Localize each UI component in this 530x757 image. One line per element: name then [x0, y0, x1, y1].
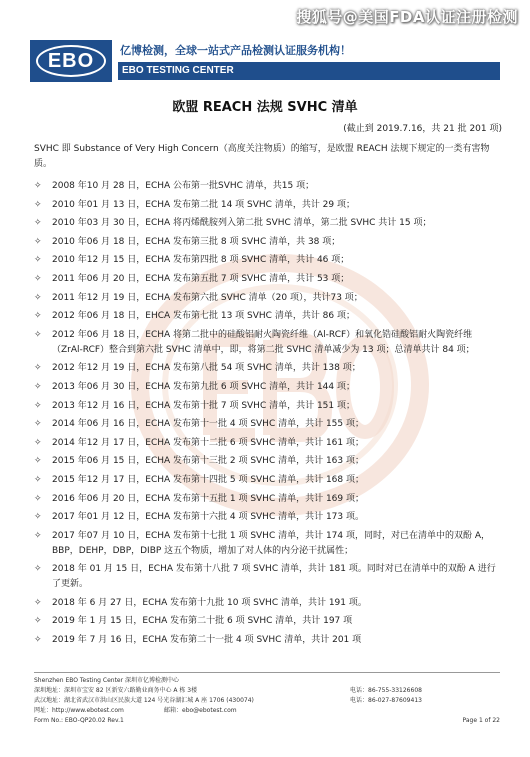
timeline-item-text: 2018 年 6 月 27 日，ECHA 发布第十九批 10 项 SVHC 清单，共计 191 项。: [52, 597, 367, 608]
timeline-item: [34, 291, 500, 306]
top-watermark-text: 搜狐号@美国FDA认证注册检测: [296, 7, 518, 26]
timeline-item: [34, 198, 500, 213]
timeline-item-text: 2012 年06 月 18 日，ECHA 将第二批中的硅酸铝耐火陶瓷纤维（Al-RCF）和氧化锆硅酸铝耐火陶瓷纤维（ZrAl-RCF）整合到第六批 SVHC 清单中，即，将第二批 SVHC 清单减少为 13 项；总清单共计 84 项；: [52, 329, 475, 355]
timeline-item-text: 2015 年12 月 17 日，ECHA 发布第十四批 5 项 SVHC 清单，共计 168 项；: [52, 474, 364, 485]
timeline-item: [34, 614, 500, 629]
timeline-item-text: 2014 年12 月 17 日，ECHA 发布第十二批 6 项 SVHC 清单，共计 161 项；: [52, 437, 364, 448]
timeline-item-text: 2013 年06 月 30 日，ECHA 发布第九批 6 项 SVHC 清单，共计 144 项；: [52, 381, 355, 392]
timeline-item-text: 2019 年 7 月 16 日，ECHA 发布第二十一批 4 项 SVHC 清单，共计 201 项: [52, 635, 362, 646]
footer-row-form: [34, 716, 500, 726]
timeline-item: [34, 473, 500, 488]
footer-row-web: [34, 706, 500, 716]
timeline-item-text: 2016 年06 月 20 日，ECHA 发布第十五批 1 项 SVHC 清单，共计 169 项；: [52, 493, 364, 504]
timeline-item-text: 2010 年06 月 18 日，ECHA 发布第三批 8 项 SVHC 清单，共 38 项；: [52, 236, 341, 247]
timeline-item-text: 2013 年12 月 16 日，ECHA 发布第十批 7 项 SVHC 清单，共计 151 项；: [52, 400, 355, 411]
timeline-item: [34, 328, 500, 358]
timeline-item-text: 2012 年12 月 19 日，ECHA 发布第八批 54 项 SVHC 清单，共计 138 项；: [52, 363, 361, 374]
diamond-bullet-icon: ✧: [34, 292, 42, 303]
diamond-bullet-icon: ✧: [34, 236, 42, 247]
diamond-bullet-icon: ✧: [34, 493, 42, 504]
diamond-bullet-icon: ✧: [34, 199, 42, 210]
footer-email-link[interactable]: 邮箱：ebo@ebotest.com: [164, 707, 237, 714]
timeline-item: [34, 454, 500, 469]
timeline-item: [34, 361, 500, 376]
diamond-bullet-icon: ✧: [34, 273, 42, 284]
timeline-item: [34, 235, 500, 250]
letterhead: [30, 40, 500, 84]
timeline-item: [34, 529, 500, 559]
timeline-item: [34, 216, 500, 231]
timeline-item: [34, 399, 500, 414]
timeline-item-text: 2010 年01 月 13 日，ECHA 发布第二批 14 项 SVHC 清单，共计 29 项；: [52, 199, 355, 210]
timeline-item: [34, 596, 500, 611]
timeline-item: [34, 253, 500, 268]
timeline-item: [34, 309, 500, 324]
timeline-item-text: 2010 年12 月 15 日，ECHA 发布第四批 8 项 SVHC 清单，共计 46 项；: [52, 255, 350, 266]
diamond-bullet-icon: ✧: [34, 255, 42, 266]
timeline-item: [34, 179, 500, 194]
footer-page-number: Page 1 of 22: [462, 717, 500, 724]
timeline-item-text: 2017 年01 月 12 日，ECHA 发布第十六批 4 项 SVHC 清单，共计 173 项。: [52, 512, 364, 523]
timeline-item-text: 2011 年12 月 19 日，ECHA 发布第六批 SVHC 清单（20 项），共计73 项；: [52, 292, 363, 303]
timeline-item-text: 2011 年06 月 20 日，ECHA 发布第五批 7 项 SVHC 清单，共计 53 项；: [52, 273, 350, 284]
top-watermark: [0, 0, 530, 32]
timeline-item-text: 2017 年07 月 10 日，ECHA 发布第十七批 1 项 SVHC 清单，共计 174 项，同时，对已在清单中的双酚 A，BBP，DEHP，DBP，DIBP 这五个物质，增加了对人体的内分泌干扰属性；: [52, 530, 491, 556]
company-slogan: 亿博检测，全球一站式产品检测认证服务机构！: [120, 44, 351, 57]
timeline-item-text: 2014 年06 月 16 日，ECHA 发布第十一批 4 项 SVHC 清单，共计 155 项；: [52, 419, 364, 430]
diamond-bullet-icon: ✧: [34, 311, 42, 322]
diamond-bullet-icon: ✧: [34, 381, 42, 392]
footer-website-link[interactable]: 网址：http://www.ebotest.com: [34, 707, 124, 714]
cutoff-note: (截止到 2019.7.16，共 21 批 201 项): [343, 124, 502, 134]
timeline-item: [34, 633, 500, 648]
diamond-bullet-icon: ✧: [34, 437, 42, 448]
diamond-bullet-icon: ✧: [34, 597, 42, 608]
timeline-item: [34, 436, 500, 451]
diamond-bullet-icon: ✧: [34, 530, 42, 541]
footer-row-wh: [34, 696, 500, 706]
diamond-bullet-icon: ✧: [34, 400, 42, 411]
footer-row-sz: [34, 686, 500, 696]
logo-ring: [36, 45, 106, 77]
footer-form-no: Form No.: EBO-QP20.02 Rev.1: [34, 717, 124, 724]
timeline-item-text: 2008 年10 月 28 日，ECHA 公布第一批SVHC 清单，共15 项；: [52, 181, 315, 191]
timeline-item: [34, 272, 500, 287]
document-title: 欧盟 REACH 法规 SVHC 清单: [172, 100, 358, 115]
svhc-timeline-list: [34, 179, 500, 652]
diamond-bullet-icon: ✧: [34, 564, 42, 575]
logo-text: EBO: [47, 49, 95, 72]
footer-company: Shenzhen EBO Testing Center 深圳市亿博检测中心: [34, 677, 179, 684]
timeline-item: [34, 380, 500, 395]
diamond-bullet-icon: ✧: [34, 616, 42, 627]
timeline-item-text: 2018 年 01 月 15 日，ECHA 发布第十八批 7 项 SVHC 清单，共计 181 项。同时对已在清单中的双酚 A 进行了更新。: [52, 564, 496, 590]
diamond-bullet-icon: ✧: [34, 419, 42, 430]
company-band: EBO TESTING CENTER: [118, 62, 500, 80]
timeline-item-text: 2019 年 1 月 15 日，ECHA 发布第二十批 6 项 SVHC 清单，共计 197 项: [52, 616, 353, 627]
timeline-item: [34, 510, 500, 525]
diamond-bullet-icon: ✧: [34, 363, 42, 374]
diamond-bullet-icon: ✧: [34, 456, 42, 467]
timeline-item: [34, 562, 500, 592]
timeline-item: [34, 417, 500, 432]
timeline-item: [34, 492, 500, 507]
intro-paragraph: SVHC 即 Substance of Very High Concern（高度关注物质）的缩写，是欧盟 REACH 法规下规定的一类有害物质。: [34, 144, 490, 169]
footer-sz-address: 深圳地址：深圳市宝安 82 区新安六路勤业商务中心 A 栋 3楼: [34, 687, 198, 694]
timeline-item-text: 2015 年06 月 15 日，ECHA 发布第十三批 2 项 SVHC 清单，共计 163 项；: [52, 456, 364, 467]
ebo-logo: [30, 40, 112, 82]
diamond-bullet-icon: ✧: [34, 635, 42, 646]
diamond-bullet-icon: ✧: [34, 329, 42, 340]
diamond-bullet-icon: ✧: [34, 512, 42, 523]
diamond-bullet-icon: ✧: [34, 181, 42, 191]
footer-wh-phone: 电话：86-027-87609413: [350, 697, 422, 704]
footer-wh-address: 武汉地址：湖北省武汉市洪山区民族大道 124 号光谷湖汇城 A 座 1706 (430074): [34, 697, 254, 704]
diamond-bullet-icon: ✧: [34, 474, 42, 485]
timeline-item-text: 2010 年03 月 30 日，ECHA 将丙烯酰胺列入第二批 SVHC 清单，第二批 SVHC 共计 15 项；: [52, 218, 432, 229]
footer-sz-phone: 电话：86-755-33126608: [350, 687, 422, 694]
diamond-bullet-icon: ✧: [34, 218, 42, 229]
page-footer: [34, 672, 500, 726]
timeline-item-text: 2012 年06 月 18 日，EHCA 发布第七批 13 项 SVHC 清单，共计 86 项；: [52, 311, 355, 322]
